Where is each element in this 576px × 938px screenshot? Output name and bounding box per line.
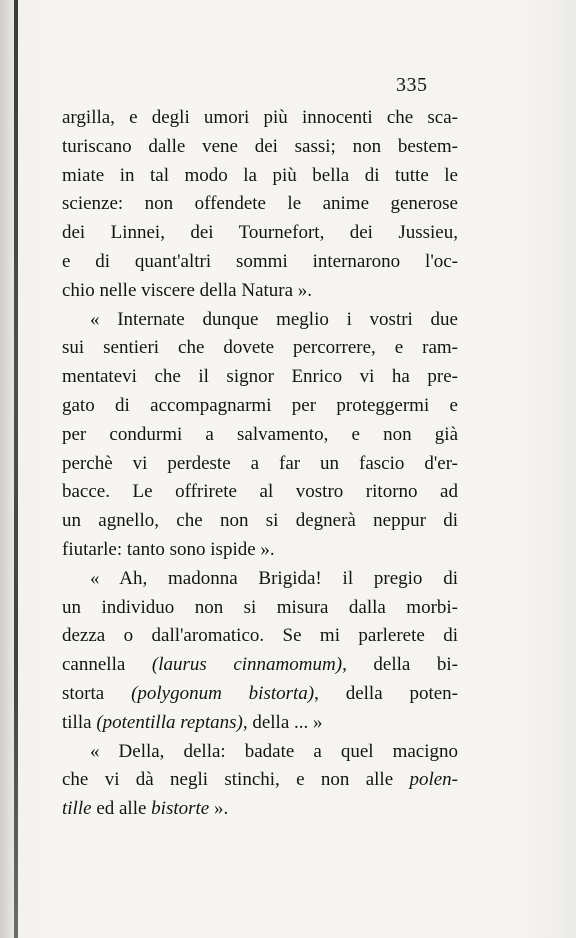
binding-shadow — [0, 0, 14, 938]
text-line: dezza o dall'aromatico. Se mi parlerete di — [62, 625, 458, 647]
italic-word: tille — [62, 798, 92, 820]
text-line — [62, 709, 458, 738]
text-line: e di quant'altri sommi internarono l'oc- — [62, 250, 458, 272]
text-line: fiutarle: tanto sono ispide ». — [62, 538, 275, 560]
text-segment: , della bi- — [342, 654, 458, 676]
text-line: scienze: non offendete le anime generose — [62, 193, 458, 215]
text-line — [62, 680, 458, 709]
italic-word: bistorte — [151, 798, 210, 820]
text-line: un agnello, che non si degnerà neppur di — [62, 510, 458, 532]
text-line: chio nelle viscere della Natura ». — [62, 279, 313, 301]
text-segment: , della ... » — [242, 711, 323, 733]
text-line — [62, 795, 458, 824]
text-line: argilla, e degli umori più innocenti che sca- — [62, 107, 458, 128]
page-number: 335 — [396, 74, 428, 96]
text-segment: ed alle — [96, 798, 147, 820]
latin-name: (potentilla reptans) — [96, 711, 243, 733]
text-segment: tilla — [62, 711, 92, 733]
italic-word: polen- — [409, 769, 458, 791]
text-segment: cannella — [62, 654, 126, 676]
text-line: dei Linnei, dei Tournefort, dei Jussieu, — [62, 222, 458, 244]
text-line: « Internate dunque meglio i vostri due — [90, 308, 458, 330]
body-text — [62, 104, 458, 824]
text-segment: ». — [213, 798, 229, 820]
text-line — [62, 766, 458, 795]
latin-name: (polygonum bistorta) — [131, 682, 315, 704]
text-line: miate in tal modo la più bella di tutte le — [62, 164, 458, 186]
text-line: per condurmi a salvamento, e non già — [62, 423, 458, 445]
text-line — [62, 651, 458, 680]
text-line: perchè vi perdeste a far un fascio d'er- — [62, 452, 458, 474]
text-line: « Della, della: badate a quel macigno — [90, 740, 458, 762]
text-line: sui sentieri che dovete percorrere, e ram- — [62, 337, 458, 359]
text-segment: che vi dà negli stinchi, e non alle — [62, 769, 394, 791]
text-line: turiscano dalle vene dei sassi; non bestem- — [62, 135, 458, 157]
text-line: bacce. Le offrirete al vostro ritorno ad — [62, 481, 458, 503]
text-line: gato di accompagnarmi per proteggermi e — [62, 394, 458, 416]
latin-name: (laurus cinnamomum) — [151, 654, 343, 676]
text-segment: storta — [62, 682, 105, 704]
text-segment: , della poten- — [314, 682, 459, 704]
text-line: « Ah, madonna Brigida! il pregio di — [90, 567, 458, 589]
text-line: un individuo non si misura dalla morbi- — [62, 596, 458, 618]
text-line: mentatevi che il signor Enrico vi ha pre- — [62, 366, 458, 388]
binding-edge — [14, 0, 18, 938]
